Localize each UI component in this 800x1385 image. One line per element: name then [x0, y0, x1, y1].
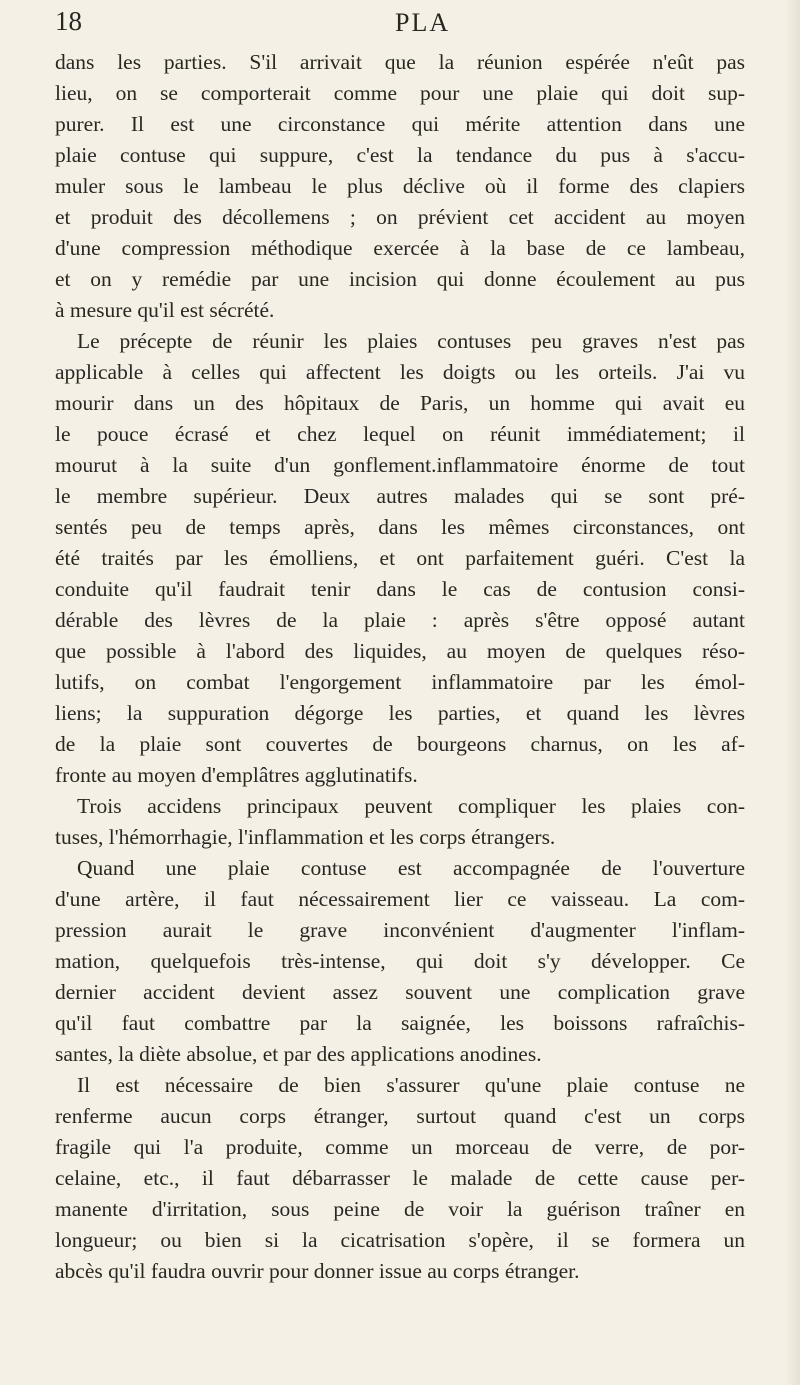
text-line: lieu, on se comporterait comme pour une plaie qui doit sup- — [55, 81, 745, 105]
text-line: dernier accident devient assez souvent une complication grave — [55, 980, 745, 1004]
text-line: renferme aucun corps étranger, surtout quand c'est un corps — [55, 1104, 745, 1128]
text-line: que possible à l'abord des liquides, au moyen de quelques réso- — [55, 639, 745, 663]
text-line: dérable des lèvres de la plaie : après s'être opposé autant — [55, 608, 745, 632]
text-line: Le précepte de réunir les plaies contuses peu graves n'est pas — [77, 329, 745, 353]
text-line: mourut à la suite d'un gonflement.inflammatoire énorme de tout — [55, 453, 745, 477]
text-line: tuses, l'hémorrhagie, l'inflammation et les corps étrangers. — [55, 825, 556, 849]
text-line: manente d'irritation, sous peine de voir la guérison traîner en — [55, 1197, 745, 1221]
text-line: à mesure qu'il est sécrété. — [55, 298, 275, 322]
text-line: sentés peu de temps après, dans les mêmes circonstances, ont — [55, 515, 745, 539]
text-line: dans les parties. S'il arrivait que la réunion espérée n'eût pas — [55, 50, 745, 74]
text-line: muler sous le lambeau le plus déclive où il forme des clapiers — [55, 174, 745, 198]
text-line: d'une compression méthodique exercée à la base de ce lambeau, — [55, 236, 745, 260]
text-line: lutifs, on combat l'engorgement inflammatoire par les émol- — [55, 670, 745, 694]
text-line: mourir dans un des hôpitaux de Paris, un homme qui avait eu — [55, 391, 745, 415]
text-line: Quand une plaie contuse est accompagnée de l'ouverture — [77, 856, 745, 880]
text-line: d'une artère, il faut nécessairement lier ce vaisseau. La com- — [55, 887, 745, 911]
text-line: été traités par les émolliens, et ont parfaitement guéri. C'est la — [55, 546, 745, 570]
text-line: santes, la diète absolue, et par des applications anodines. — [55, 1042, 542, 1066]
text-line: applicable à celles qui affectent les doigts ou les orteils. J'ai vu — [55, 360, 745, 384]
text-line: pression aurait le grave inconvénient d'augmenter l'inflam- — [55, 918, 745, 942]
page-number: 18 — [55, 6, 82, 36]
text-line: purer. Il est une circonstance qui mérite attention dans une — [55, 112, 745, 136]
text-line: le pouce écrasé et chez lequel on réunit immédiatement; il — [55, 422, 745, 446]
text-line: qu'il faut combattre par la saignée, les boissons rafraîchis- — [55, 1011, 745, 1035]
running-head: PLA — [395, 8, 451, 37]
text-line: conduite qu'il faudrait tenir dans le cas de contusion consi- — [55, 577, 745, 601]
text-line: et on y remédie par une incision qui donne écoulement au pus — [55, 267, 745, 291]
text-line: le membre supérieur. Deux autres malades qui se sont pré- — [55, 484, 745, 508]
text-line: fragile qui l'a produite, comme un morceau de verre, de por- — [55, 1135, 745, 1159]
text-line: fronte au moyen d'emplâtres agglutinatifs. — [55, 763, 418, 787]
text-line: abcès qu'il faudra ouvrir pour donner issue au corps étranger. — [55, 1259, 580, 1283]
page-header — [55, 6, 745, 46]
text-line: mation, quelquefois très-intense, qui doit s'y développer. Ce — [55, 949, 745, 973]
body-text — [55, 47, 745, 1287]
text-line: celaine, etc., il faut débarrasser le malade de cette cause per- — [55, 1166, 745, 1190]
text-line: Trois accidens principaux peuvent compliquer les plaies con- — [77, 794, 745, 818]
text-line: et produit des décollemens ; on prévient cet accident au moyen — [55, 205, 745, 229]
page-edge-shadow — [784, 0, 800, 1385]
text-line: plaie contuse qui suppure, c'est la tendance du pus à s'accu- — [55, 143, 745, 167]
text-line: longueur; ou bien si la cicatrisation s'opère, il se formera un — [55, 1228, 745, 1252]
text-line: de la plaie sont couvertes de bourgeons charnus, on les af- — [55, 732, 745, 756]
text-line: liens; la suppuration dégorge les parties, et quand les lèvres — [55, 701, 745, 725]
text-line: Il est nécessaire de bien s'assurer qu'une plaie contuse ne — [77, 1073, 745, 1097]
